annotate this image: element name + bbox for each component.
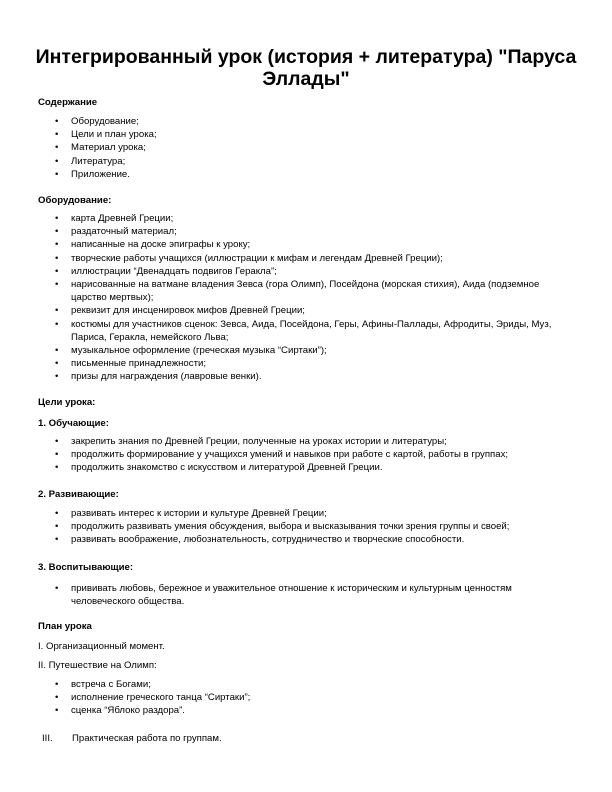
- list-item: • исполнение греческого танца “Сиртаки”;: [55, 692, 251, 704]
- list-item: • закрепить знания по Древней Греции, полученные на уроках истории и литературы;: [55, 436, 447, 447]
- educational-goals-list: [55, 435, 555, 475]
- contents-heading: Содержание: [38, 97, 98, 108]
- list-item: • творческие работы учащихся (иллюстрации к мифам и легендам Древней Греции);: [55, 252, 443, 264]
- list-item: • музыкальное оформление (греческая музыка “Сиртаки”);: [55, 345, 327, 357]
- plan-step-2-list: [55, 678, 555, 718]
- list-item[interactable]: • Литература;: [55, 155, 126, 167]
- list-item: • карта Древней Греции;: [55, 213, 174, 224]
- plan-step-3-text: Практическая работа по группам.: [72, 733, 222, 744]
- list-item: • костюмы для участников сценок: Зевса, Аида, Посейдона, Геры, Афины-Паллады, Афродиты, Эриды, Муз, Париса, Геракла, немейского Льва;: [55, 318, 552, 343]
- plan-step-3-number: III.: [42, 733, 53, 744]
- list-item: • развивать интерес к истории и культуре Древней Греции;: [55, 508, 327, 519]
- equipment-list: [55, 212, 555, 384]
- contents-list: [55, 115, 555, 181]
- list-item[interactable]: • Материал урока;: [55, 142, 146, 154]
- plan-step-3: [42, 733, 222, 744]
- list-item: • призы для награждения (лавровые венки).: [55, 371, 262, 383]
- list-item: • сценка “Яблоко раздора”.: [55, 705, 185, 717]
- bullet: •: [55, 168, 59, 180]
- educational-goals-heading: 1. Обучающие:: [38, 418, 109, 429]
- plan-step-1: I. Организационный момент.: [38, 641, 165, 652]
- list-item: • реквизит для инсценировок мифов Древней Греции;: [55, 305, 305, 317]
- bullet: •: [55, 155, 59, 167]
- list-item: • нарисованные на ватмане владения Зевса (гора Олимп), Посейдона (морская стихия), Аида (подземное царство мертвых);: [55, 279, 540, 304]
- list-item: • развивать воображение, любознательность, сотрудничество и творческие способности.: [55, 534, 465, 546]
- list-item: • иллюстрации “Двенадцать подвигов Геракла”;: [55, 265, 277, 277]
- bullet: •: [55, 116, 59, 127]
- list-item: • написанные на доске эпиграфы к уроку;: [55, 239, 251, 251]
- list-item: • продолжить знакомство с искусством и литературой Древней Греции.: [55, 462, 383, 474]
- developing-goals-list: [55, 507, 555, 547]
- upbringing-goals-heading: 3. Воспитывающие:: [38, 562, 134, 573]
- list-item[interactable]: • Цели и план урока;: [55, 129, 157, 141]
- upbringing-goals-list: [55, 582, 555, 608]
- plan-heading: План урока: [38, 621, 92, 632]
- list-item[interactable]: • Приложение.: [55, 168, 130, 180]
- list-item: • прививать любовь, бережное и уважительное отношение к историческим и культурным ценностям человеческого общества.: [55, 583, 512, 608]
- bullet: •: [55, 142, 59, 154]
- equipment-heading: Оборудование:: [38, 195, 112, 206]
- plan-step-2: II. Путешествие на Олимп:: [38, 660, 157, 671]
- list-item: • продолжить формирование у учащихся умений и навыков при работе с картой, работы в группах;: [55, 449, 509, 461]
- list-item: • раздаточный материал;: [55, 226, 177, 238]
- list-item: • продолжить развивать умения обсуждения, выбора и высказывания точки зрения группы и своей;: [55, 521, 510, 533]
- developing-goals-heading: 2. Развивающие:: [38, 489, 119, 500]
- list-item: • встреча с Богами;: [55, 679, 151, 690]
- bullet: •: [55, 129, 59, 141]
- list-item: • письменные принадлежности;: [55, 358, 206, 370]
- list-item[interactable]: • Оборудование;: [55, 116, 139, 127]
- goals-heading: Цели урока:: [38, 397, 96, 408]
- page-title: Интегрированный урок (история + литература) "Паруса Эллады": [35, 46, 577, 90]
